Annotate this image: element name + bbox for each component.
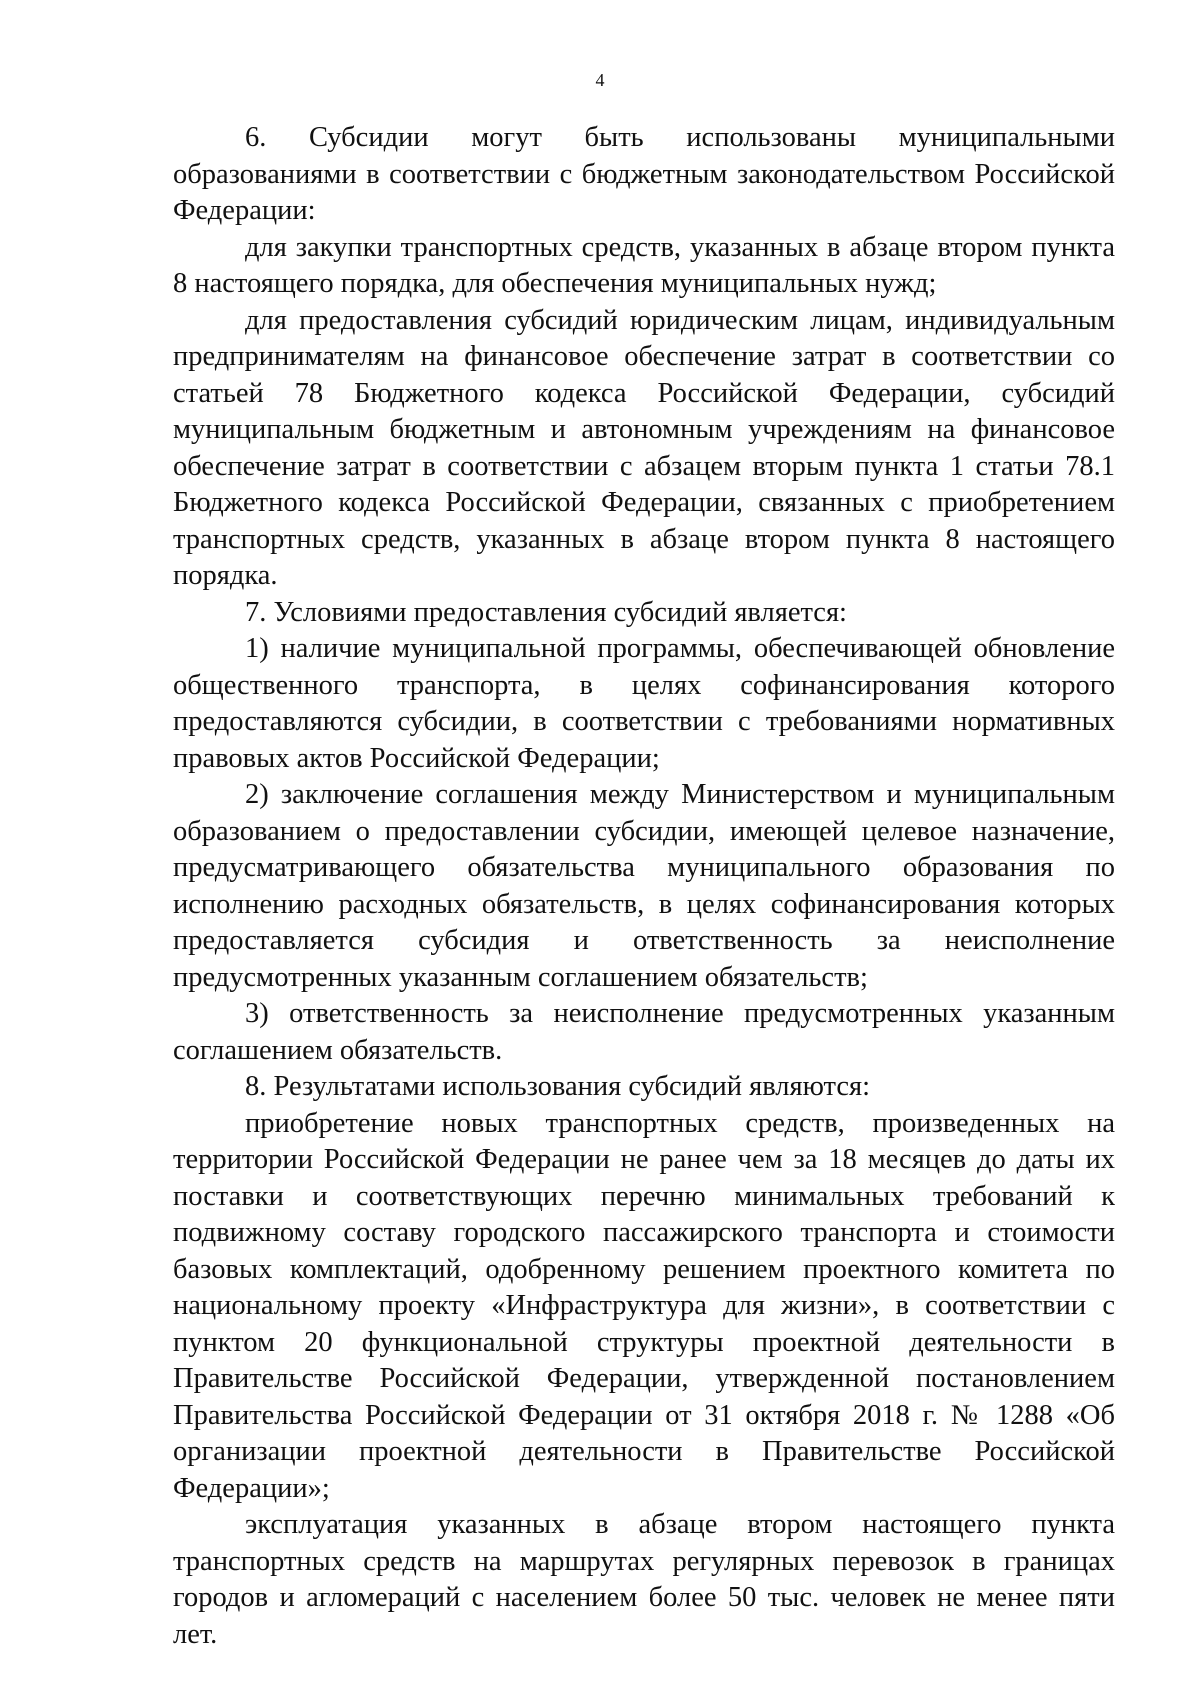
document-body [173,120,1115,1653]
paragraph-8-result-acquisition: приобретение новых транспортных средств, произведенных на территории Российской Федерации не ранее чем за 18 месяцев до даты их поставки и соответствующих перечню минимальных требований к подвижному составу городского пассажирского транспорта и стоимости базовых комплектаций, одобренному решением проектного комитета по национальному проекту «Инфраструктура для жизни», в соответствии с пунктом 20 функциональной структуры проектной деятельности в Правительстве Российской Федерации, утвержденной постановлением Правительства Российской Федерации от 31 октября 2018 г. № 1288 «Об организации проектной деятельности в Правительстве Российской Федерации»; [173,1107,1115,1504]
page-number: 4 [595,70,605,90]
paragraph-7-intro: 7. Условиями предоставления субсидий является: [245,596,847,628]
paragraph-6-intro: 6. Субсидии могут быть использованы муниципальными образованиями в соответствии с бюджетным законодательством Российской Федерации: [173,122,1115,226]
paragraph-6-item-subsidies: для предоставления субсидий юридическим лицам, индивидуальным предпринимателям на финансовое обеспечение затрат в соответствии со статьей 78 Бюджетного кодекса Российской Федерации, субсидий муниципальным бюджетным и автономным учреждениям на финансовое обеспечение затрат в соответствии с абзацем вторым пункта 1 статьи 78.1 Бюджетного кодекса Российской Федерации, связанных с приобретением транспортных средств, указанных в абзаце втором пункта 8 настоящего порядка. [173,304,1115,591]
paragraph-7-condition-1: 1) наличие муниципальной программы, обеспечивающей обновление общественного транспорта, в целях софинансирования которого предоставляются субсидии, в соответствии с требованиями нормативных правовых актов Российской Федерации; [173,633,1115,774]
paragraph-7-condition-3: 3) ответственность за неисполнение предусмотренных указанным соглашением обязательств. [173,998,1115,1066]
paragraph-8-result-operation: эксплуатация указанных в абзаце втором настоящего пункта транспортных средств на маршрутах регулярных перевозок в границах городов и агломераций с населением более 50 тыс. человек не менее пяти лет. [173,1509,1115,1650]
paragraph-7-condition-2: 2) заключение соглашения между Министерством и муниципальным образованием о предоставлении субсидии, имеющей целевое назначение, предусматривающего обязательства муниципального образования по исполнению расходных обязательств, в целях софинансирования которых предоставляется субсидия и ответственность за неисполнение предусмотренных указанным соглашением обязательств; [173,779,1115,993]
paragraph-6-item-purchase: для закупки транспортных средств, указанных в абзаце втором пункта 8 настоящего порядка, для обеспечения муниципальных нужд; [173,231,1115,299]
paragraph-8-intro: 8. Результатами использования субсидий являются: [245,1071,870,1102]
